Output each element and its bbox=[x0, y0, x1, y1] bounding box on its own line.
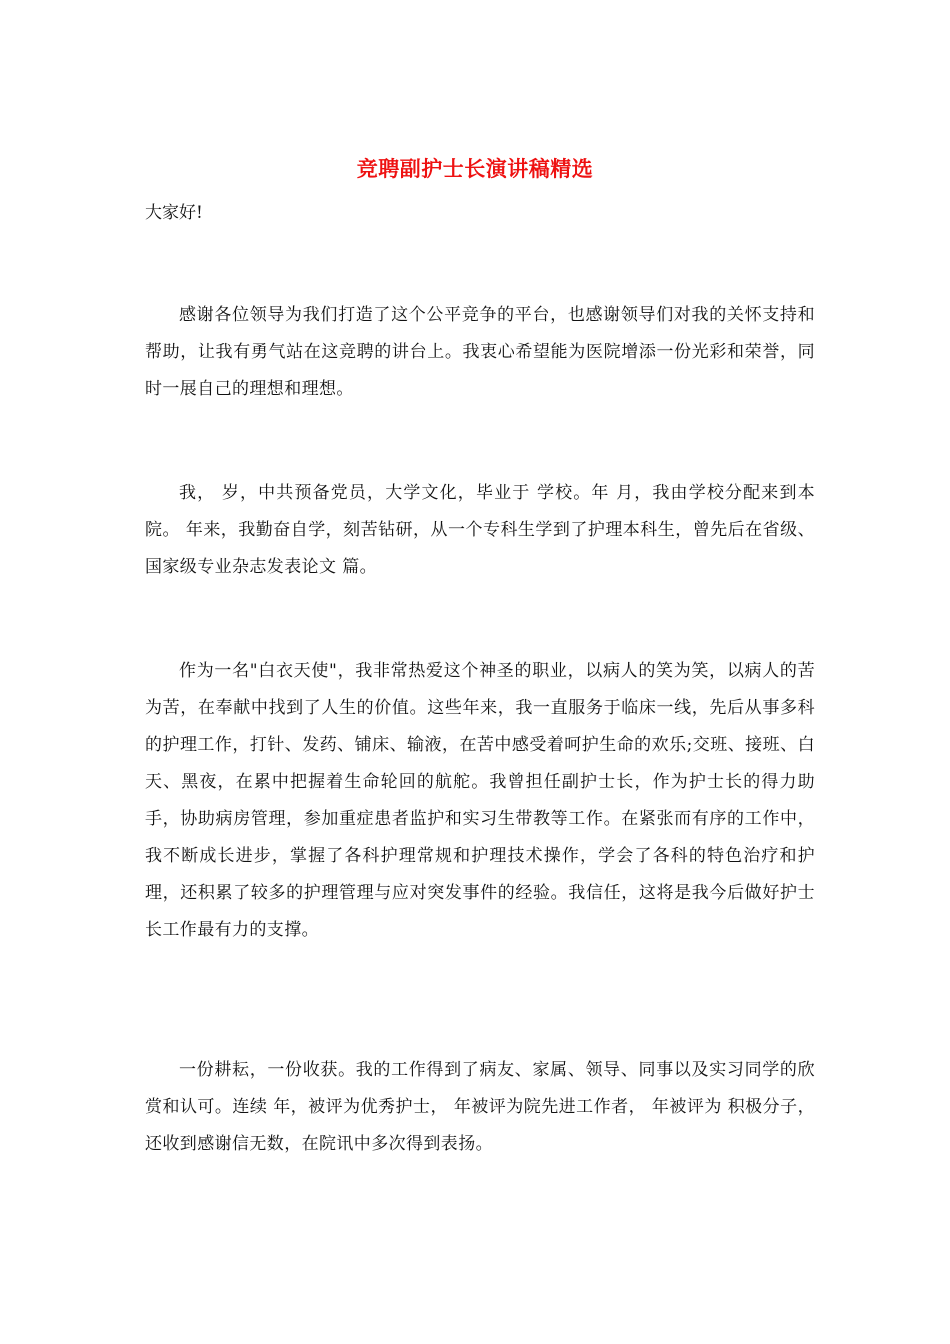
paragraph-gratitude: 感谢各位领导为我们打造了这个公平竞争的平台，也感谢领导们对我的关怀支持和帮助，让我有勇气站在这竞聘的讲台上。我衷心希望能为医院增添一份光彩和荣誉，同时一展自己的理想和理想。 bbox=[145, 305, 815, 399]
paragraph-background: 我， 岁，中共预备党员，大学文化，毕业于 学校。年 月，我由学校分配来到本院。 年来，我勤奋自学，刻苦钻研，从一个专科生学到了护理本科生，曾先后在省级、国家级专业杂志发表论文 篇。 bbox=[145, 483, 815, 577]
paragraph-achievements: 一份耕耘，一份收获。我的工作得到了病友、家属、领导、同事以及实习同学的欣赏和认可。连续 年，被评为优秀护士， 年被评为院先进工作者， 年被评为 积极分子，还收到感谢信无数，在院讯中多次得到表扬。 bbox=[145, 1060, 815, 1154]
paragraph-experience: 作为一名"白衣天使"，我非常热爱这个神圣的职业，以病人的笑为笑，以病人的苦为苦，在奉献中找到了人生的价值。这些年来，我一直服务于临床一线，先后从事多科的护理工作，打针、发药、铺床、输液，在苦中感受着呵护生命的欢乐;交班、接班、白天、黑夜，在累中把握着生命轮回的航舵。我曾担任副护士长，作为护士长的得力助手，协助病房管理，参加重症患者监护和实习生带教等工作。在紧张而有序的工作中，我不断成长进步，掌握了各科护理常规和护理技术操作，学会了各科的特色治疗和护理，还积累了较多的护理管理与应对突发事件的经验。我信任，这将是我今后做好护士长工作最有力的支撑。 bbox=[145, 661, 815, 940]
document-title: 竞聘副护士长演讲稿精选 bbox=[356, 156, 594, 181]
greeting-line: 大家好! bbox=[145, 203, 203, 223]
